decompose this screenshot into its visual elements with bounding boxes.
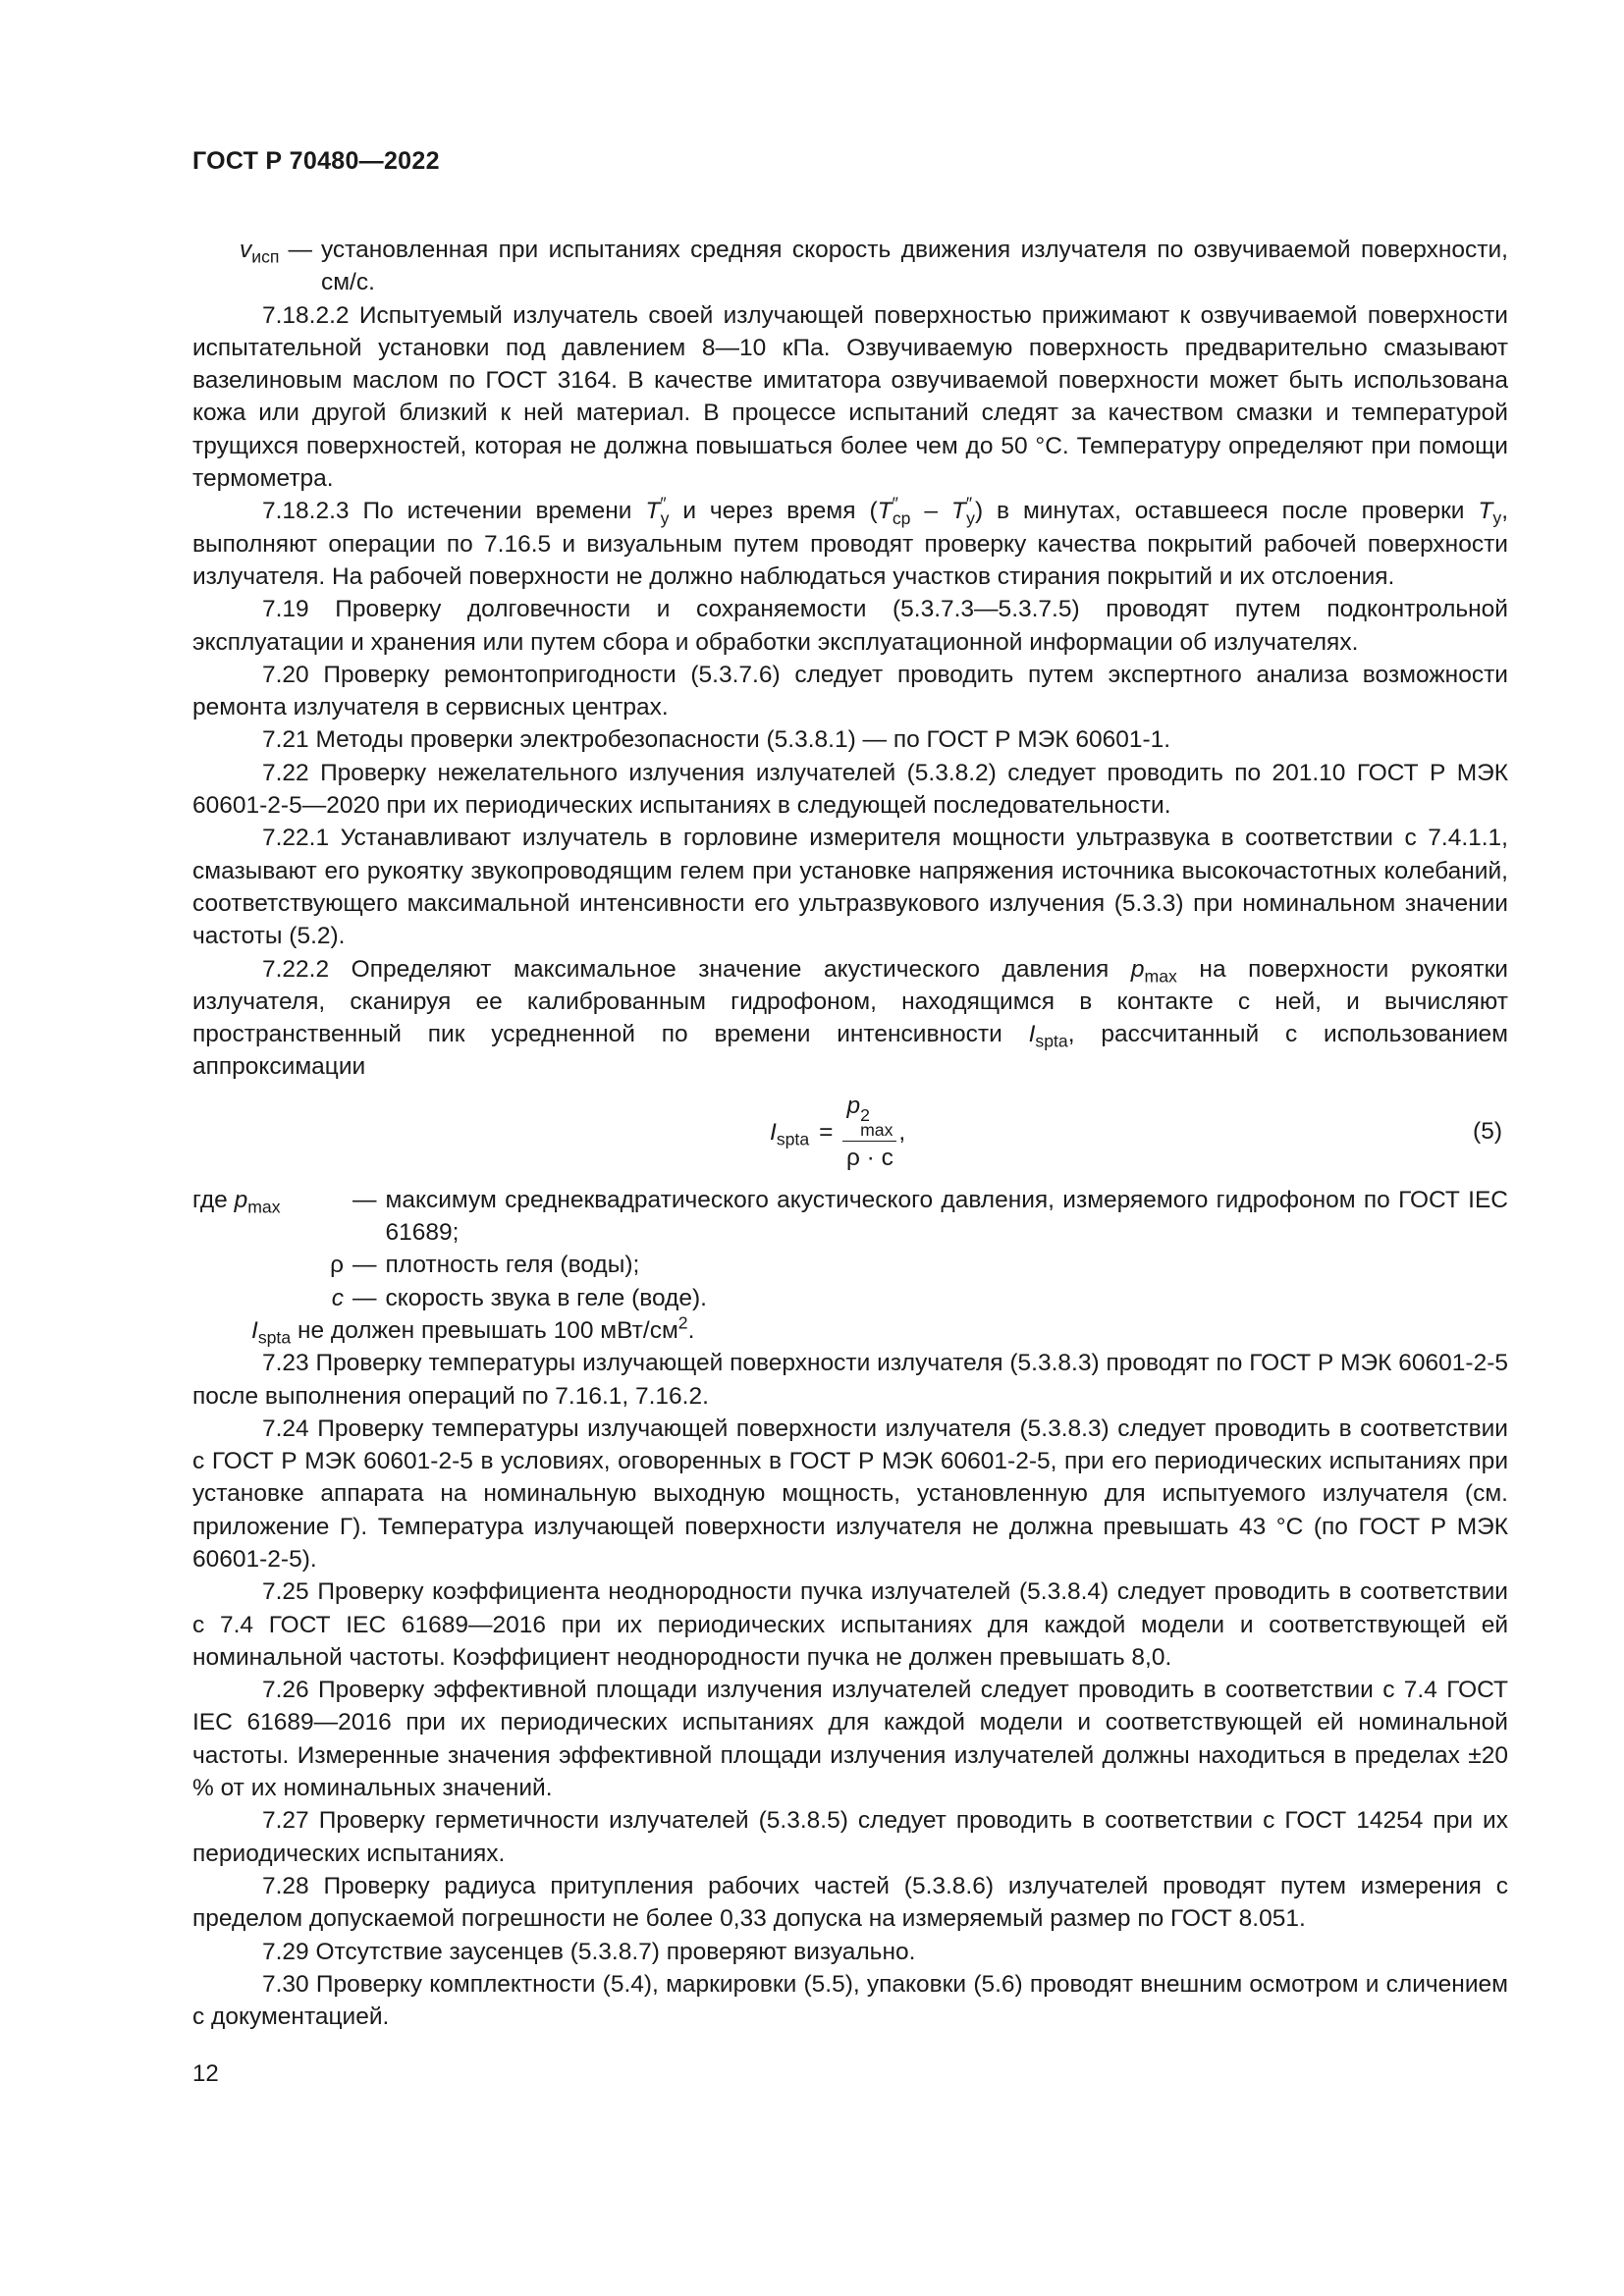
- definition-dash: —: [288, 237, 312, 263]
- definition-dash: —: [352, 1252, 377, 1279]
- definition-symbol: где $p_{max}$: [192, 1186, 281, 1217]
- formula-number: (5): [1473, 1117, 1502, 1145]
- paragraph-7-22: 7.22 Проверку нежелательного излучения излучателей (5.3.8.2) следует проводить по 201.10 ГОСТ Р МЭК 60601-2-5—2020 при их периодических испытаниях в следующей последовательности.: [192, 759, 1508, 820]
- formula-equals: =: [819, 1119, 834, 1147]
- ispta-limit-line: $I_{spta}$ не должен превышать 100 мВт/$см^2$.: [251, 1312, 695, 1348]
- paragraph-7-21: 7.21 Методы проверки электробезопасности (5.3.8.1) — по ГОСТ Р МЭК 60601-1.: [262, 726, 1171, 754]
- formula-5: [192, 1086, 1508, 1180]
- paragraph-7-25: 7.25 Проверку коэффициента неоднородности пучка излучателей (5.3.8.4) следует проводить в соответствии с 7.4 ГОСТ IEC 61689—2016 при их периодических испытаниях для каждой модели и соответствующей ей номинальной частоты. Коэффициент неоднородности пучка не должен превышать 8,0.: [192, 1578, 1508, 1671]
- definition-v-isp: [240, 234, 1508, 299]
- formula-lhs: $I_{spta}$: [770, 1119, 810, 1149]
- definition-text: скорость звука в геле (воде).: [385, 1284, 707, 1311]
- definition-text: плотность геля (воды);: [385, 1252, 640, 1279]
- definition-dash: —: [352, 1284, 377, 1311]
- paragraph-7-28: 7.28 Проверку радиуса притупления рабочих частей (5.3.8.6) излучателей проводят путем измерения с пределом допускаемой погрешности не более 0,33 допуска на измеряемый размер по ГОСТ 8.051.: [192, 1872, 1508, 1933]
- paragraph-7-22-2: 7.22.2 Определяют максимальное значение акустического давления $p_{max}$ на поверхности рукоятки излучателя, сканируя ее калиброванным гидрофоном, находящимся в контакте с ней, и вычисляют пространственный пик усредненной по времени интенсивности $I_{spta}$, рассчитанный с использованием аппроксимации: [192, 955, 1508, 1081]
- definition-symbol: ρ: [330, 1252, 344, 1279]
- formula-fraction: [842, 1093, 896, 1172]
- paragraph-7-30: 7.30 Проверку комплектности (5.4), маркировки (5.5), упаковки (5.6) проводят внешним осмотром и сличением с документацией.: [192, 1970, 1508, 2031]
- definition-symbol: c: [331, 1284, 344, 1311]
- document-body: [192, 234, 1508, 2033]
- definition-c: [192, 1282, 1508, 1314]
- definition-text: максимум среднеквадратического акустического давления, измеряемого гидрофоном по ГОСТ IEC 61689;: [385, 1186, 1508, 1247]
- paragraph-7-24: 7.24 Проверку температуры излучающей поверхности излучателя (5.3.8.3) следует проводить в соответствии с ГОСТ Р МЭК 60601-2-5 в условиях, оговоренных в ГОСТ Р МЭК 60601-2-5, при его периодических испытаниях при установке аппарата на номинальную выходную мощность, установленную для испытуемого излучателя (см. приложение Г). Температура излучающей поверхности излучателя не должна превышать 43 °С (по ГОСТ Р МЭК 60601-2-5).: [192, 1415, 1508, 1573]
- paragraph-7-20: 7.20 Проверку ремонтопригодности (5.3.7.6) следует проводить путем экспертного анализа возможности ремонта излучателя в сервисных центрах.: [192, 661, 1508, 721]
- page-number: 12: [192, 2060, 219, 2087]
- formula-expression: $I_{spta}$ = p 2 max ρ · c ,: [770, 1093, 906, 1172]
- paragraph-7-23: 7.23 Проверку температуры излучающей поверхности излучателя (5.3.8.3) проводят по ГОСТ Р МЭК 60601-2-5 после выполнения операций по 7.16.1, 7.16.2.: [192, 1350, 1508, 1410]
- paragraph-7-18-2-2: 7.18.2.2 Испытуемый излучатель своей излучающей поверхностью прижимают к озвучиваемой поверхности испытательной установки под давлением 8—10 кПа. Озвучиваемую поверхность предварительно смазывают вазелиновым маслом по ГОСТ 3164. В качестве имитатора озвучиваемой поверхности может быть использована кожа или другой близкий к ней материал. В процессе испытаний следят за качеством смазки и температурой трущихся поверхностей, которая не должна повышаться более чем до 50 °С. Температуру определяют при помощи термометра.: [192, 301, 1508, 493]
- paragraph-7-18-2-3: 7.18.2.3 По истечении времени $T''_y$ и через время $(T''_{ср} - T''_y)$ в минутах, оставшееся после проверки $T_y$, выполняют операции по 7.16.5 и визуальным путем проводят проверку качества покрытий рабочей поверхности излучателя. На рабочей поверхности не должно наблюдаться участков стирания покрытий и их отслоения.: [192, 493, 1508, 590]
- paragraph-7-22-1: 7.22.1 Устанавливают излучатель в горловине измерителя мощности ультразвука в соответствии с 7.4.1.1, смазывают его рукоятку звукопроводящим гелем при установке напряжения источника высокочастотных колебаний, соответствующего максимальной интенсивности его ультразвукового излучения (5.3.3) при номинальном значении частоты (5.2).: [192, 825, 1508, 950]
- paragraph-7-19: 7.19 Проверку долговечности и сохраняемости (5.3.7.3—5.3.7.5) проводят путем подконтрольной эксплуатации и хранения или путем сбора и обработки эксплуатационной информации об излучателях.: [192, 596, 1508, 656]
- paragraph-7-27: 7.27 Проверку герметичности излучателей (5.3.8.5) следует проводить в соответствии с ГОСТ 14254 при их периодических испытаниях.: [192, 1807, 1508, 1867]
- paragraph-7-26: 7.26 Проверку эффективной площади излучения излучателей следует проводить в соответствии с 7.4 ГОСТ IEC 61689—2016 при их периодических испытаниях для каждой модели и соответствующей ей номинальной частоты. Измеренные значения эффективной площади излучения излучателей должны находиться в пределах ±20 % от их номинальных значений.: [192, 1677, 1508, 1802]
- paragraph-7-29: 7.29 Отсутствие заусенцев (5.3.8.7) проверяют визуально.: [262, 1938, 916, 1965]
- formula-denominator: ρ · c: [845, 1145, 893, 1172]
- definition-p-max: [192, 1184, 1508, 1250]
- definition-symbol: $v_{исп}$: [240, 237, 280, 267]
- document-header: ГОСТ Р 70480—2022: [192, 147, 440, 175]
- definition-rho: [192, 1249, 1508, 1281]
- definition-text: установленная при испытаниях средняя скорость движения излучателя по озвучиваемой поверхности, см/с.: [320, 237, 1508, 296]
- formula-numerator: p 2 max: [842, 1093, 896, 1142]
- definition-dash: —: [352, 1186, 377, 1213]
